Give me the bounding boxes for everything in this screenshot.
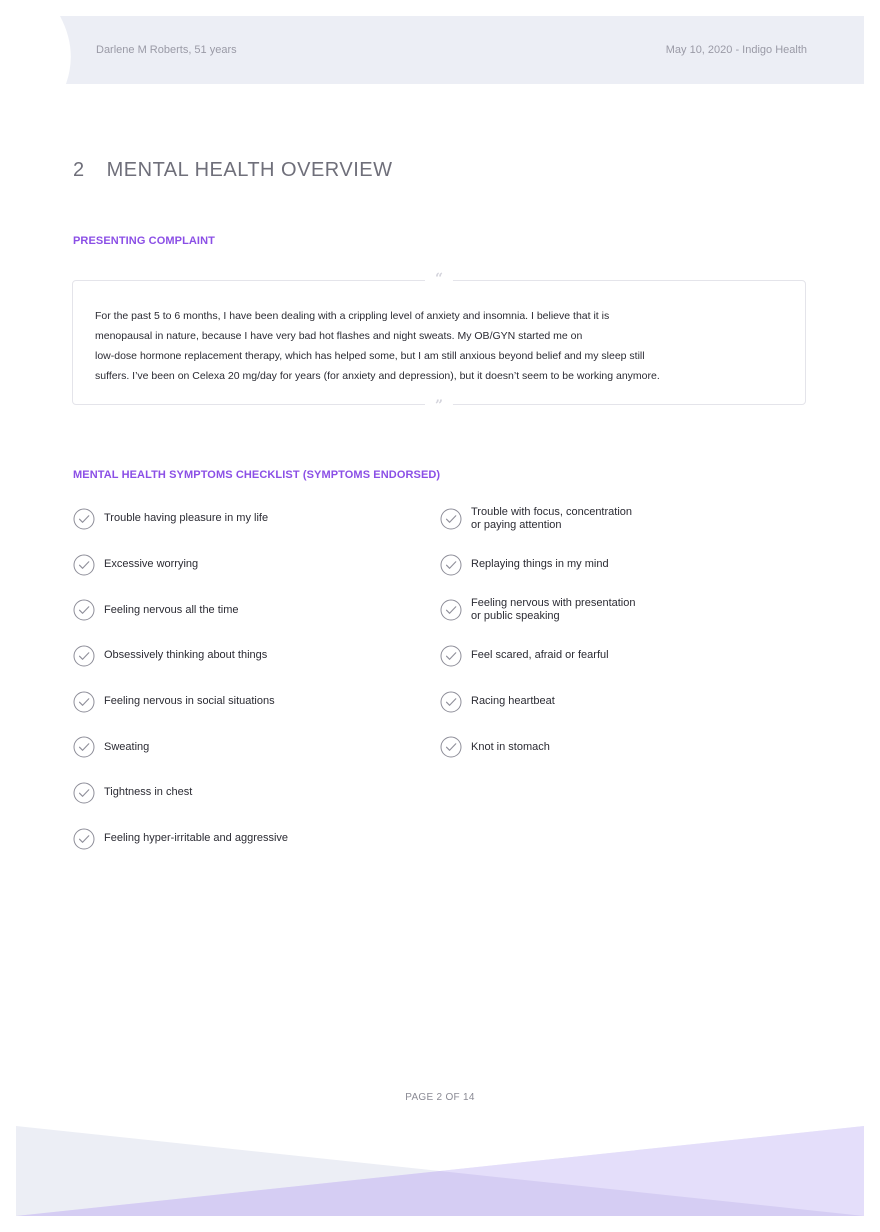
symptom-label: Excessive worrying — [104, 558, 199, 571]
symptom-item — [73, 633, 288, 679]
symptom-label: Feel scared, afraid or fearful — [471, 649, 609, 662]
symptom-label: Feeling hyper-irritable and aggressive — [104, 832, 289, 845]
complaint-line: suffers. I’ve been on Celexa 20 mg/day for years (for anxiety and depression), but it doesn’t seem to be working anymore. — [95, 370, 660, 382]
check-circle-icon — [73, 508, 95, 530]
check-circle-icon — [73, 645, 95, 667]
check-circle-icon — [73, 828, 95, 850]
symptoms-list-right — [440, 505, 636, 770]
symptom-label: Knot in stomach — [471, 740, 550, 753]
complaint-line: low-dose hormone replacement therapy, which has helped some, but I am still anxious beyond belief and my sleep still — [95, 350, 645, 362]
symptom-item — [73, 542, 288, 588]
check-circle-icon — [73, 782, 95, 804]
symptom-item — [73, 770, 288, 816]
symptom-item — [73, 724, 288, 770]
check-circle-icon — [440, 554, 462, 576]
symptom-label-line: or paying attention — [471, 518, 562, 531]
symptom-label: Obsessively thinking about things — [104, 649, 268, 662]
symptoms-list-left — [73, 508, 288, 862]
symptom-label-line: or public speaking — [471, 610, 560, 623]
symptom-item — [440, 587, 635, 633]
check-circle-icon — [440, 736, 462, 758]
section-title — [73, 159, 393, 182]
symptom-item — [73, 816, 288, 862]
symptom-item — [73, 496, 288, 542]
check-circle-icon — [440, 599, 462, 621]
symptom-label — [471, 597, 635, 623]
check-circle-icon — [73, 736, 95, 758]
check-circle-icon — [73, 599, 95, 621]
report-date-org: May 10, 2020 - Indigo Health — [665, 44, 807, 56]
close-quote-icon: ” — [425, 399, 453, 413]
section-number: 2 — [73, 159, 85, 182]
page-header — [60, 16, 864, 84]
check-circle-icon — [73, 691, 95, 713]
check-circle-icon — [440, 508, 462, 530]
symptom-label-line: Trouble with focus, concentration — [471, 505, 633, 518]
symptom-item — [440, 542, 635, 588]
presenting-complaint-quote — [72, 271, 806, 414]
symptom-item — [440, 496, 635, 542]
complaint-text — [95, 306, 795, 386]
complaint-line: menopausal in nature, because I have very bad hot flashes and night sweats. My OB/GYN started me on — [95, 330, 583, 342]
symptom-label: Tightness in chest — [104, 786, 193, 799]
patient-name-age: Darlene M Roberts, 51 years — [96, 44, 237, 56]
symptom-label-line: Feeling nervous with presentation — [471, 597, 636, 610]
page-number: PAGE 2 OF 14 — [405, 1092, 475, 1103]
symptom-label: Feeling nervous in social situations — [104, 695, 275, 708]
check-circle-icon — [73, 554, 95, 576]
symptom-item — [73, 679, 288, 725]
section-title-text: MENTAL HEALTH OVERVIEW — [106, 159, 393, 182]
symptom-label: Racing heartbeat — [471, 695, 555, 708]
symptom-label — [471, 506, 632, 532]
symptom-item — [440, 679, 635, 725]
symptom-item — [73, 587, 288, 633]
symptom-label: Trouble having pleasure in my life — [104, 512, 269, 525]
check-circle-icon — [440, 645, 462, 667]
check-circle-icon — [440, 691, 462, 713]
complaint-line: For the past 5 to 6 months, I have been dealing with a crippling level of anxiety and insomnia. I believe that it is — [95, 310, 610, 322]
symptom-label: Replaying things in my mind — [471, 558, 609, 571]
symptoms-checklist-heading: MENTAL HEALTH SYMPTOMS CHECKLIST (SYMPTOMS ENDORSED) — [73, 469, 441, 481]
symptom-item — [440, 724, 635, 770]
open-quote-icon: “ — [425, 272, 453, 286]
presenting-complaint-heading: PRESENTING COMPLAINT — [73, 235, 215, 247]
symptom-label: Feeling nervous all the time — [104, 603, 239, 616]
footer-wave-graphic — [16, 1126, 864, 1216]
footer-decoration — [16, 1126, 864, 1221]
symptom-item — [440, 633, 635, 679]
symptom-label: Sweating — [104, 740, 150, 753]
